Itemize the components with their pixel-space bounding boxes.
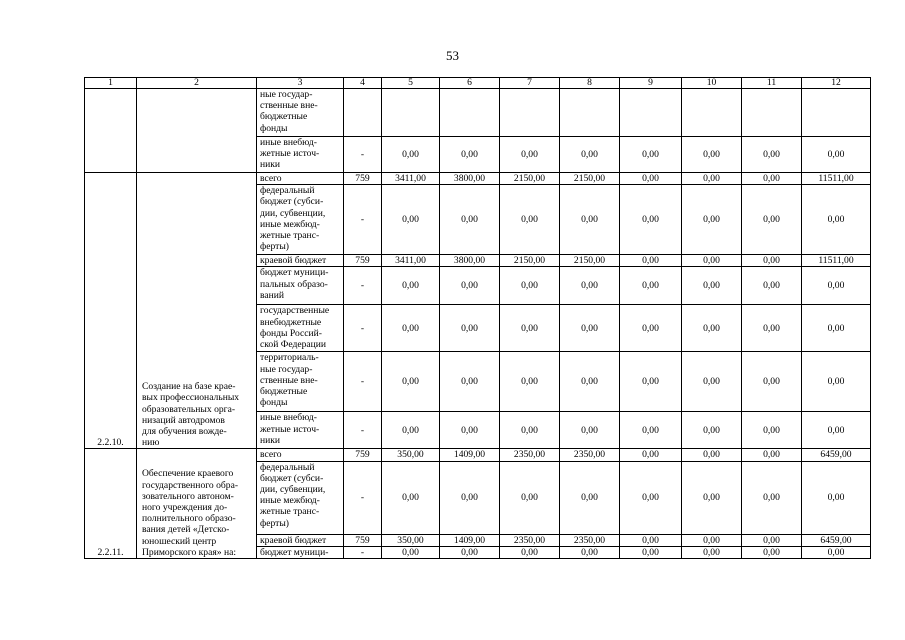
value-cell: 0,00 xyxy=(682,546,742,558)
value-cell: 11511,00 xyxy=(802,173,871,185)
header-cell: 7 xyxy=(500,78,560,89)
value-cell: 0,00 xyxy=(620,412,682,449)
value-cell: 759 xyxy=(344,255,382,267)
value-cell: 350,00 xyxy=(382,449,440,461)
value-cell: 2350,00 xyxy=(500,449,560,461)
value-cell: 0,00 xyxy=(682,173,742,185)
value-cell: 0,00 xyxy=(682,305,742,352)
source-cell: государственные внебюджетные фонды Россий- ской Федерации xyxy=(257,305,344,352)
value-cell: 0,00 xyxy=(440,267,500,305)
value-cell: 0,00 xyxy=(440,461,500,534)
header-cell: 9 xyxy=(620,78,682,89)
value-cell: 0,00 xyxy=(500,352,560,412)
value-cell: 0,00 xyxy=(742,255,802,267)
value-cell: 0,00 xyxy=(560,267,620,305)
value-cell: 759 xyxy=(344,534,382,546)
value-cell: 0,00 xyxy=(742,173,802,185)
page-number: 53 xyxy=(446,48,459,63)
name-cell: Обеспечение краевого государственного обра- зовательного автоном- ного учреждения до- полнительного образо- вания детей «Детско- юношеский центр Приморского края» на: xyxy=(137,449,257,559)
name-cell xyxy=(137,89,257,173)
value-cell: 2350,00 xyxy=(560,449,620,461)
value-cell: 0,00 xyxy=(802,267,871,305)
value-cell: 2150,00 xyxy=(560,255,620,267)
name-cell: Создание на базе крае- вых профессиональных образовательных орга- низаций автодромов для обучения вожде- нию xyxy=(137,173,257,449)
value-cell xyxy=(802,89,871,137)
value-cell: 0,00 xyxy=(742,412,802,449)
table-row xyxy=(85,173,871,185)
value-cell: 3800,00 xyxy=(440,255,500,267)
value-cell: - xyxy=(344,267,382,305)
value-cell: 0,00 xyxy=(382,352,440,412)
value-cell: 0,00 xyxy=(620,185,682,255)
source-cell: краевой бюджет xyxy=(257,255,344,267)
value-cell: 0,00 xyxy=(802,305,871,352)
table-row xyxy=(85,89,871,137)
value-cell: 0,00 xyxy=(560,185,620,255)
value-cell: 0,00 xyxy=(560,546,620,558)
value-cell xyxy=(344,89,382,137)
header-cell: 8 xyxy=(560,78,620,89)
value-cell: 0,00 xyxy=(620,255,682,267)
header-cell: 10 xyxy=(682,78,742,89)
value-cell: 0,00 xyxy=(382,412,440,449)
value-cell xyxy=(620,89,682,137)
code-cell: 2.2.11. xyxy=(85,449,137,559)
value-cell: 0,00 xyxy=(382,137,440,173)
value-cell: 0,00 xyxy=(682,352,742,412)
value-cell: 3800,00 xyxy=(440,173,500,185)
value-cell xyxy=(500,89,560,137)
value-cell: 0,00 xyxy=(500,185,560,255)
value-cell: 0,00 xyxy=(742,546,802,558)
value-cell: 0,00 xyxy=(440,352,500,412)
source-cell: бюджет муници- пальных образо- ваний xyxy=(257,267,344,305)
value-cell: 0,00 xyxy=(742,185,802,255)
value-cell: - xyxy=(344,185,382,255)
value-cell: 2150,00 xyxy=(560,173,620,185)
value-cell: 0,00 xyxy=(682,267,742,305)
value-cell: 0,00 xyxy=(682,137,742,173)
value-cell: 0,00 xyxy=(620,137,682,173)
source-cell: иные внебюд- жетные источ- ники xyxy=(257,412,344,449)
value-cell: 0,00 xyxy=(440,137,500,173)
value-cell: 0,00 xyxy=(742,534,802,546)
value-cell: 6459,00 xyxy=(802,534,871,546)
value-cell: - xyxy=(344,461,382,534)
value-cell: 0,00 xyxy=(620,534,682,546)
value-cell: 0,00 xyxy=(620,305,682,352)
value-cell: 3411,00 xyxy=(382,173,440,185)
value-cell: 0,00 xyxy=(440,412,500,449)
value-cell: 1409,00 xyxy=(440,449,500,461)
value-cell: 0,00 xyxy=(560,412,620,449)
source-cell: иные внебюд- жетные источ- ники xyxy=(257,137,344,173)
value-cell: 0,00 xyxy=(682,412,742,449)
value-cell: 0,00 xyxy=(682,461,742,534)
value-cell: 6459,00 xyxy=(802,449,871,461)
value-cell: - xyxy=(344,352,382,412)
value-cell: 0,00 xyxy=(382,267,440,305)
value-cell: 0,00 xyxy=(382,305,440,352)
value-cell: 759 xyxy=(344,173,382,185)
value-cell: - xyxy=(344,137,382,173)
header-row xyxy=(85,78,871,89)
value-cell: 0,00 xyxy=(742,352,802,412)
value-cell: 0,00 xyxy=(382,461,440,534)
value-cell: 0,00 xyxy=(500,412,560,449)
header-cell: 3 xyxy=(257,78,344,89)
value-cell: 2350,00 xyxy=(500,534,560,546)
header-cell: 2 xyxy=(137,78,257,89)
value-cell: 350,00 xyxy=(382,534,440,546)
value-cell: 2150,00 xyxy=(500,173,560,185)
value-cell: 0,00 xyxy=(802,137,871,173)
value-cell: 0,00 xyxy=(742,305,802,352)
value-cell: 0,00 xyxy=(560,305,620,352)
value-cell: 1409,00 xyxy=(440,534,500,546)
header-cell: 5 xyxy=(382,78,440,89)
header-cell: 1 xyxy=(85,78,137,89)
value-cell: 0,00 xyxy=(682,185,742,255)
value-cell: 0,00 xyxy=(500,546,560,558)
value-cell xyxy=(440,89,500,137)
value-cell: 0,00 xyxy=(440,185,500,255)
value-cell: 0,00 xyxy=(742,137,802,173)
value-cell: - xyxy=(344,412,382,449)
header-cell: 4 xyxy=(344,78,382,89)
value-cell xyxy=(382,89,440,137)
value-cell: 0,00 xyxy=(620,546,682,558)
value-cell: 0,00 xyxy=(682,255,742,267)
value-cell: 2350,00 xyxy=(560,534,620,546)
header-cell: 12 xyxy=(802,78,871,89)
value-cell: 11511,00 xyxy=(802,255,871,267)
value-cell: 0,00 xyxy=(620,461,682,534)
source-cell: всего xyxy=(257,173,344,185)
header-cell: 11 xyxy=(742,78,802,89)
value-cell: 0,00 xyxy=(382,185,440,255)
source-cell: всего xyxy=(257,449,344,461)
value-cell: 0,00 xyxy=(742,449,802,461)
value-cell: 0,00 xyxy=(440,305,500,352)
value-cell: 0,00 xyxy=(682,534,742,546)
value-cell: 0,00 xyxy=(382,546,440,558)
code-cell xyxy=(85,89,137,173)
value-cell xyxy=(560,89,620,137)
value-cell: 0,00 xyxy=(440,546,500,558)
value-cell: 0,00 xyxy=(560,461,620,534)
value-cell: 759 xyxy=(344,449,382,461)
value-cell: 0,00 xyxy=(500,267,560,305)
source-cell: федеральный бюджет (субси- дии, субвенции, иные межбюд- жетные транс- ферты) xyxy=(257,185,344,255)
table-row xyxy=(85,449,871,461)
budget-table xyxy=(84,77,871,559)
value-cell xyxy=(742,89,802,137)
value-cell: 0,00 xyxy=(560,137,620,173)
value-cell: 3411,00 xyxy=(382,255,440,267)
source-cell: территориаль- ные государ- ственные вне- бюджетные фонды xyxy=(257,352,344,412)
value-cell: 0,00 xyxy=(500,305,560,352)
value-cell: 0,00 xyxy=(802,461,871,534)
header-cell: 6 xyxy=(440,78,500,89)
value-cell: 0,00 xyxy=(802,412,871,449)
value-cell: 0,00 xyxy=(620,173,682,185)
value-cell: 0,00 xyxy=(620,449,682,461)
value-cell: 0,00 xyxy=(742,461,802,534)
source-cell: федеральный бюджет (субси- дии, субвенции, иные межбюд- жетные транс- ферты) xyxy=(257,461,344,534)
value-cell: 0,00 xyxy=(682,449,742,461)
source-cell: краевой бюджет xyxy=(257,534,344,546)
source-cell: бюджет муници- xyxy=(257,546,344,558)
value-cell: - xyxy=(344,305,382,352)
value-cell: 0,00 xyxy=(802,185,871,255)
value-cell: 0,00 xyxy=(802,546,871,558)
code-cell: 2.2.10. xyxy=(85,173,137,449)
value-cell: 2150,00 xyxy=(500,255,560,267)
value-cell: - xyxy=(344,546,382,558)
value-cell: 0,00 xyxy=(560,352,620,412)
value-cell: 0,00 xyxy=(802,352,871,412)
source-cell: ные государ- ственные вне- бюджетные фонды xyxy=(257,89,344,137)
value-cell: 0,00 xyxy=(620,352,682,412)
value-cell xyxy=(682,89,742,137)
value-cell: 0,00 xyxy=(500,461,560,534)
value-cell: 0,00 xyxy=(742,267,802,305)
value-cell: 0,00 xyxy=(620,267,682,305)
value-cell: 0,00 xyxy=(500,137,560,173)
